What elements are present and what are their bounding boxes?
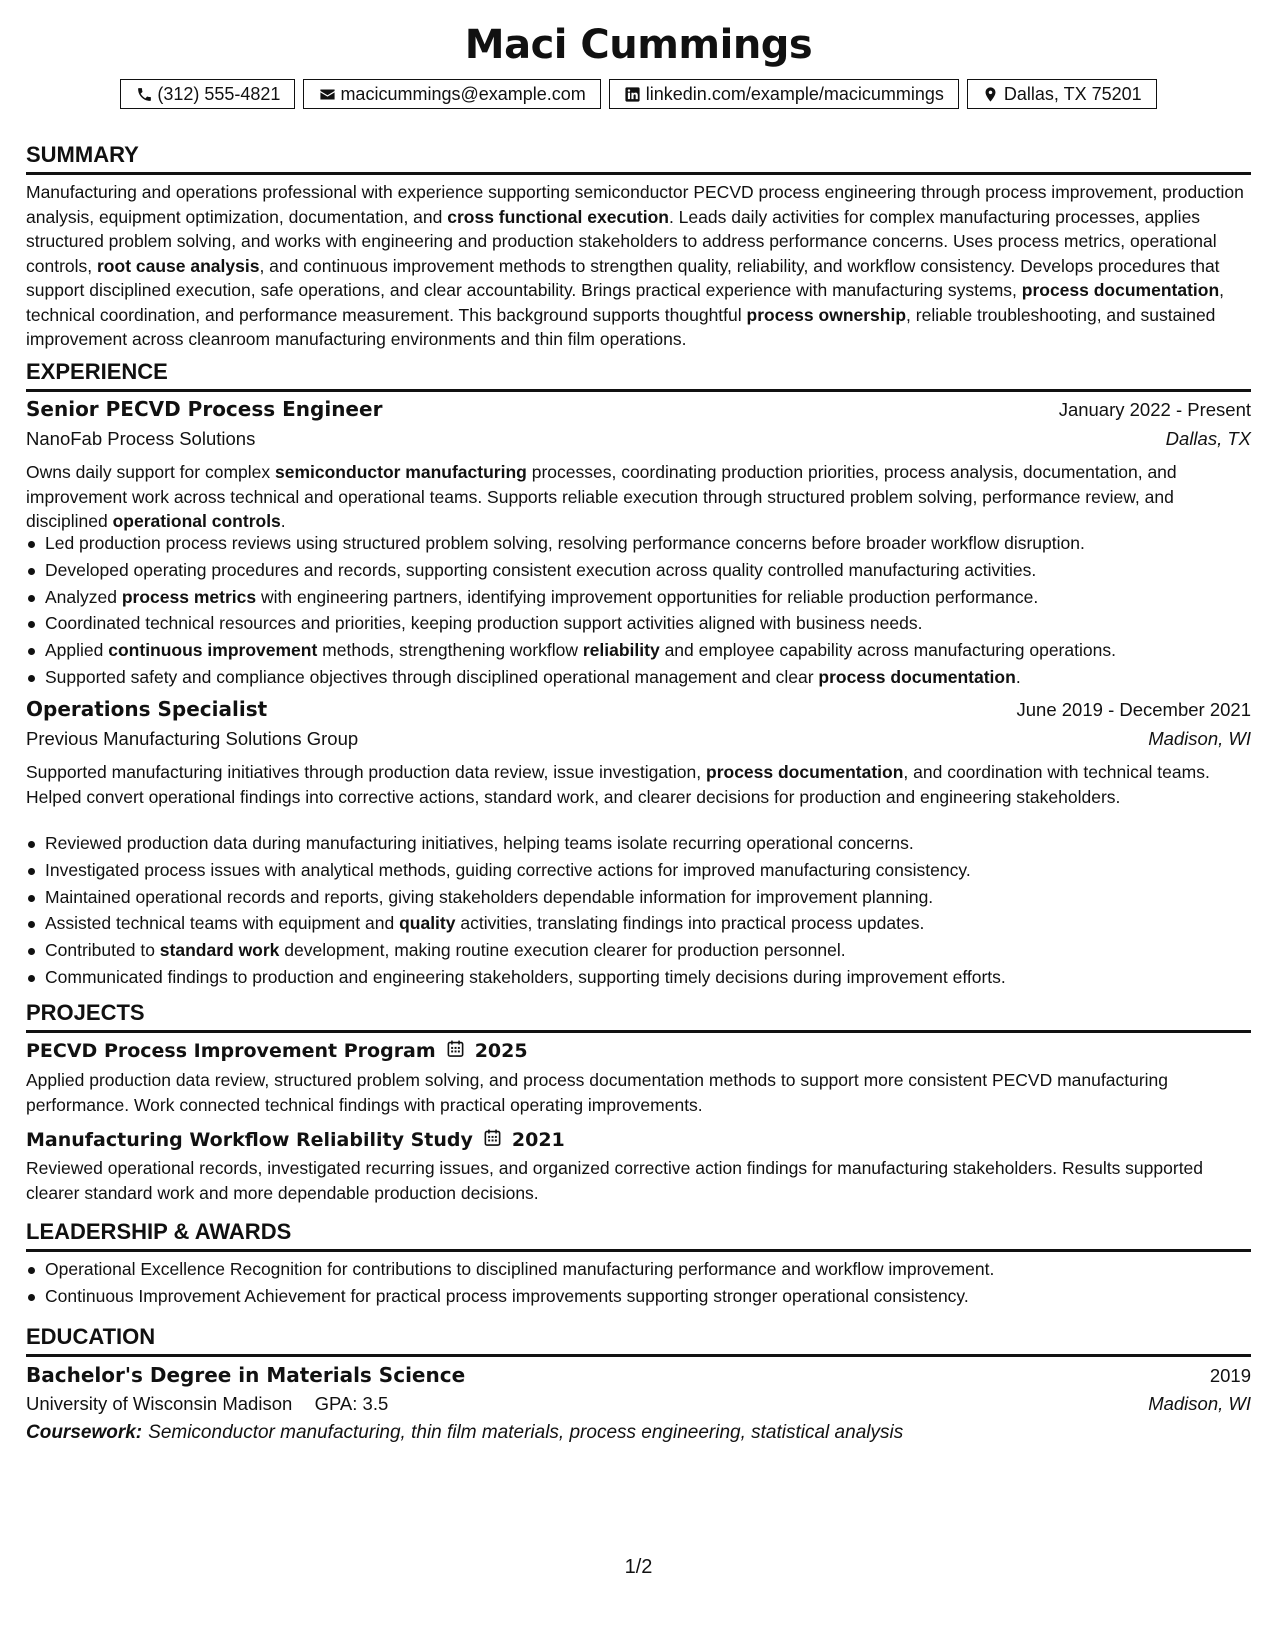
leadership-heading: LEADERSHIP & AWARDS — [26, 1219, 1251, 1252]
projects-heading: PROJECTS — [26, 1000, 1251, 1033]
keyword-highlight: process ownership — [746, 304, 907, 325]
school-row — [26, 1393, 1251, 1415]
job-bullet-list — [26, 830, 1251, 991]
coursework-label: Coursework: — [26, 1422, 143, 1443]
bullet-item: Operational Excellence Recognition for contributions to disciplined manufacturing performance and workflow improvement. — [26, 1256, 1251, 1283]
resume-page — [26, 0, 1251, 1650]
project-name: Manufacturing Workflow Reliability Study — [26, 1129, 473, 1151]
bullet-item: Assisted technical teams with equipment and quality activities, translating findings into practical process updates. — [26, 910, 1251, 937]
job-dates: January 2022 - Present — [1058, 399, 1251, 420]
bullet-item: Communicated findings to production and engineering stakeholders, supporting timely decisions during improvement efforts. — [26, 964, 1251, 991]
keyword-highlight: reliability — [582, 640, 660, 661]
contact-phone[interactable]: (312) 555-4821 — [120, 79, 295, 109]
job-dates: June 2019 - December 2021 — [1016, 699, 1251, 720]
project-description: Reviewed operational records, investigated recurring issues, and organized corrective action findings for manufacturing stakeholders. Results supported clearer standard work and more dependable production decisions. — [26, 1158, 1204, 1203]
project-title — [26, 1039, 528, 1063]
candidate-name: Maci Cummings — [464, 22, 813, 68]
contact-email[interactable]: macicummings@example.com — [303, 79, 600, 109]
keyword-highlight: quality — [399, 913, 456, 934]
bullet-item: Maintained operational records and reports, giving stakeholders dependable information for improvement planning. — [26, 884, 1251, 911]
keyword-highlight: operational controls — [112, 511, 281, 531]
gpa: GPA: 3.5 — [314, 1393, 389, 1414]
contact-location[interactable]: Dallas, TX 75201 — [967, 79, 1157, 109]
bullet-item: Contributed to standard work development, making routine execution clearer for production personnel. — [26, 937, 1251, 964]
contact-bar — [26, 79, 1251, 109]
project-name: PECVD Process Improvement Program — [26, 1040, 436, 1062]
job-location: Dallas, TX — [1165, 428, 1251, 449]
keyword-highlight: process documentation — [706, 762, 904, 782]
summary-text: Manufacturing and operations professional with experience supporting semiconductor PECVD process engineering through process improvement, production analysis, equipment optimization, documentation, and cross functional execution. Leads daily activities for complex manufacturing processes, applies structured problem solving, and works with engineering and production stakeholders to address performance concerns. Uses process metrics, operational controls, root cause analysis, and continuous improvement methods to strengthen quality, reliability, and workflow consistency. Develops procedures that support disciplined execution, safe operations, and clear accountability. Brings practical experience with manufacturing systems, process documentation, technical coordination, and performance measurement. This background supports thoughtful process ownership, reliable troubleshooting, and sustained improvement across cleanroom manufacturing environments and thin film operations. — [26, 182, 1244, 349]
degree-name: Bachelor's Degree in Materials Science — [26, 1363, 466, 1387]
job-location: Madison, WI — [1148, 728, 1251, 749]
project-year: 2021 — [511, 1129, 565, 1151]
page-number: 1/2 — [624, 1556, 653, 1578]
company-name: NanoFab Process Solutions — [26, 428, 256, 449]
job-header — [26, 697, 1251, 721]
coursework-row — [26, 1422, 1251, 1444]
keyword-highlight: process documentation — [1021, 280, 1220, 300]
calendar-icon — [446, 1039, 465, 1063]
keyword-highlight: process metrics — [121, 586, 257, 607]
job-title: Senior PECVD Process Engineer — [26, 397, 383, 421]
envelope-icon — [318, 85, 336, 103]
keyword-highlight: continuous improvement — [108, 640, 318, 661]
job-title: Operations Specialist — [26, 697, 268, 721]
awards-list — [26, 1256, 1251, 1310]
job-description: Owns daily support for complex semiconductor manufacturing processes, coordinating production priorities, process analysis, documentation, and improvement work across technical and operational teams. Supports reliable execution through structured problem solving, performance review, and disciplined operational controls. — [26, 462, 1177, 531]
contact-linkedin[interactable]: linkedin.com/example/macicummings — [609, 79, 959, 109]
graduation-year: 2019 — [1209, 1365, 1251, 1386]
bullet-item: Developed operating procedures and records, supporting consistent execution across quality controlled manufacturing activities. — [26, 557, 1251, 584]
job-company-row — [26, 428, 1251, 450]
bullet-item: Led production process reviews using structured problem solving, resolving performance concerns before broader workflow disruption. — [26, 530, 1251, 557]
map-pin-icon — [982, 85, 1000, 103]
school-location: Madison, WI — [1148, 1393, 1251, 1414]
bullet-item: Investigated process issues with analytical methods, guiding corrective actions for improved manufacturing consistency. — [26, 857, 1251, 884]
keyword-highlight: root cause analysis — [97, 255, 260, 276]
degree-row — [26, 1363, 1251, 1387]
project-title — [26, 1128, 565, 1152]
job-bullet-list — [26, 530, 1251, 691]
keyword-highlight: semiconductor manufacturing — [275, 462, 527, 482]
keyword-highlight: process documentation — [818, 666, 1016, 687]
bullet-item: Applied continuous improvement methods, strengthening workflow reliability and employee capability across manufacturing operations. — [26, 637, 1251, 664]
bullet-item: Supported safety and compliance objectives through disciplined operational management and clear process documentation. — [26, 664, 1251, 691]
bullet-item: Continuous Improvement Achievement for practical process improvements supporting stronger operational consistency. — [26, 1283, 1251, 1310]
school-name: University of Wisconsin Madison — [26, 1393, 293, 1414]
project-year: 2025 — [474, 1040, 528, 1062]
bullet-item: Coordinated technical resources and priorities, keeping production support activities aligned with business needs. — [26, 610, 1251, 637]
project-description: Applied production data review, structured problem solving, and process documentation methods to support more consistent PECVD manufacturing performance. Work connected technical findings with practical operating improvements. — [26, 1070, 1169, 1115]
calendar-icon — [483, 1128, 502, 1152]
job-header — [26, 397, 1251, 421]
education-heading: EDUCATION — [26, 1324, 1251, 1357]
bullet-item: Analyzed process metrics with engineering partners, identifying improvement opportunities for reliable production performance. — [26, 584, 1251, 611]
summary-heading: SUMMARY — [26, 142, 1251, 175]
coursework-list: Semiconductor manufacturing, thin film materials, process engineering, statistical analysis — [148, 1422, 904, 1443]
job-description: Supported manufacturing initiatives through production data review, issue investigation, process documentation, and coordination with technical teams. Helped convert operational findings into corrective actions, standard work, and clearer decisions for production and engineering stakeholders. — [26, 762, 1210, 807]
keyword-highlight: cross functional execution — [447, 206, 669, 227]
experience-heading: EXPERIENCE — [26, 359, 1251, 392]
linkedin-icon — [624, 85, 642, 103]
phone-icon — [135, 85, 153, 103]
keyword-highlight: standard work — [159, 940, 280, 961]
company-name: Previous Manufacturing Solutions Group — [26, 728, 359, 749]
job-company-row — [26, 728, 1251, 750]
bullet-item: Reviewed production data during manufacturing initiatives, helping teams isolate recurring operational concerns. — [26, 830, 1251, 857]
